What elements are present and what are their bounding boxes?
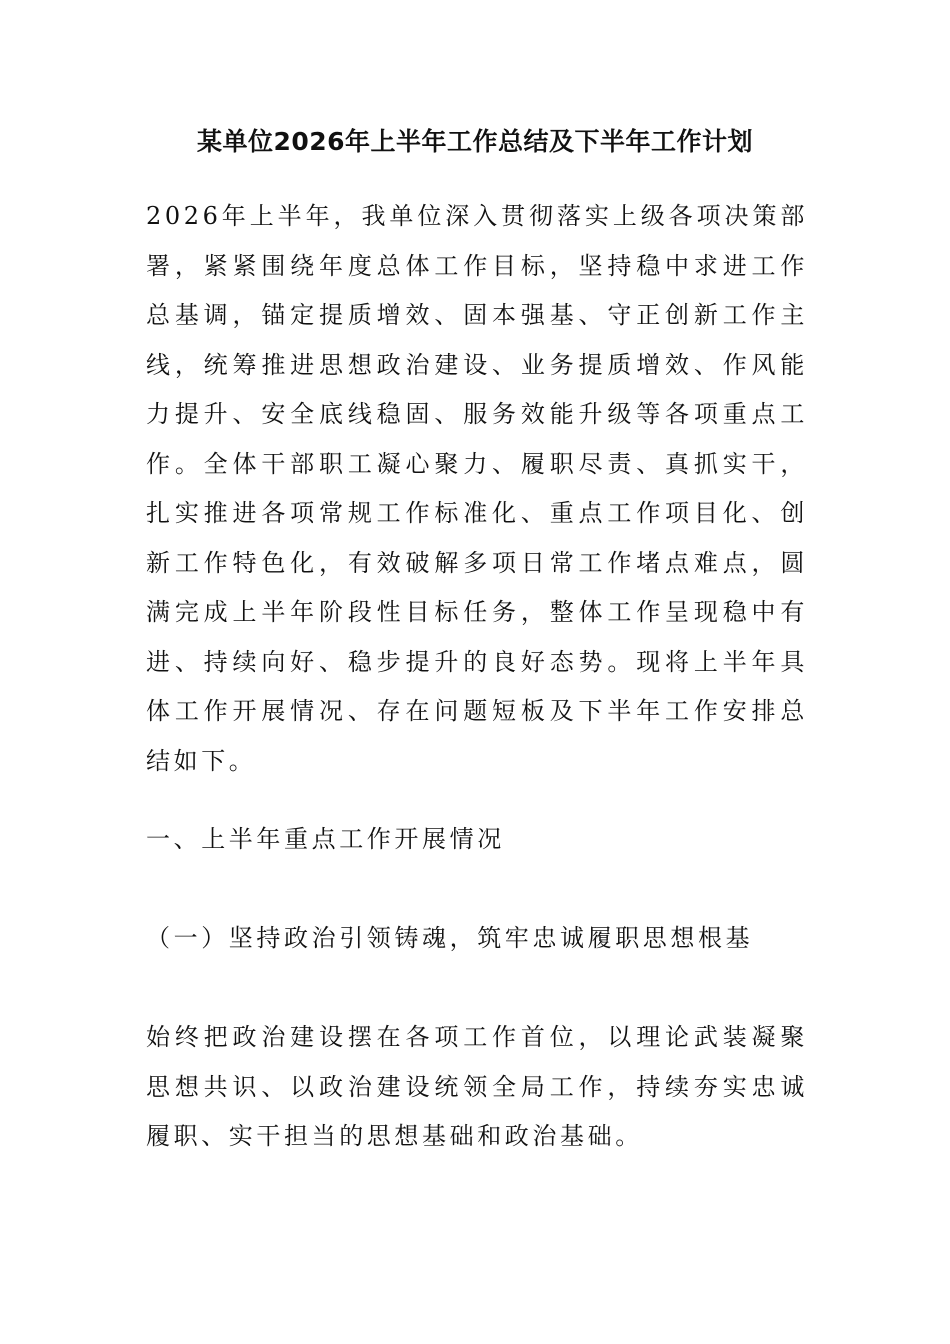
section-heading: 一、上半年重点工作开展情况 [146, 825, 505, 853]
subsection-heading: （一）坚持政治引领铸魂，筑牢忠诚履职思想根基 [146, 924, 754, 952]
document-title: 某单位2026年上半年工作总结及下半年工作计划 [196, 127, 754, 156]
body-paragraph: 始终把政治建设摆在各项工作首位，以理论武装凝聚思想共识、以政治建设统领全局工作，持续夯实忠诚履职、实干担当的思想基础和政治基础。 [146, 1023, 808, 1150]
intro-paragraph: 2026年上半年，我单位深入贯彻落实上级各项决策部署，紧紧围绕年度总体工作目标，坚持稳中求进工作总基调，锚定提质增效、固本强基、守正创新工作主线，统筹推进思想政治建设、业务提质增效、作风能力提升、安全底线稳固、服务效能升级等各项重点工作。全体干部职工凝心聚力、履职尽责、真抓实干，扎实推进各项常规工作标准化、重点工作项目化、创新工作特色化，有效破解多项日常工作堵点难点，圆满完成上半年阶段性目标任务，整体工作呈现稳中有进、持续向好、稳步提升的良好态势。现将上半年具体工作开展情况、存在问题短板及下半年工作安排总结如下。 [146, 202, 808, 775]
